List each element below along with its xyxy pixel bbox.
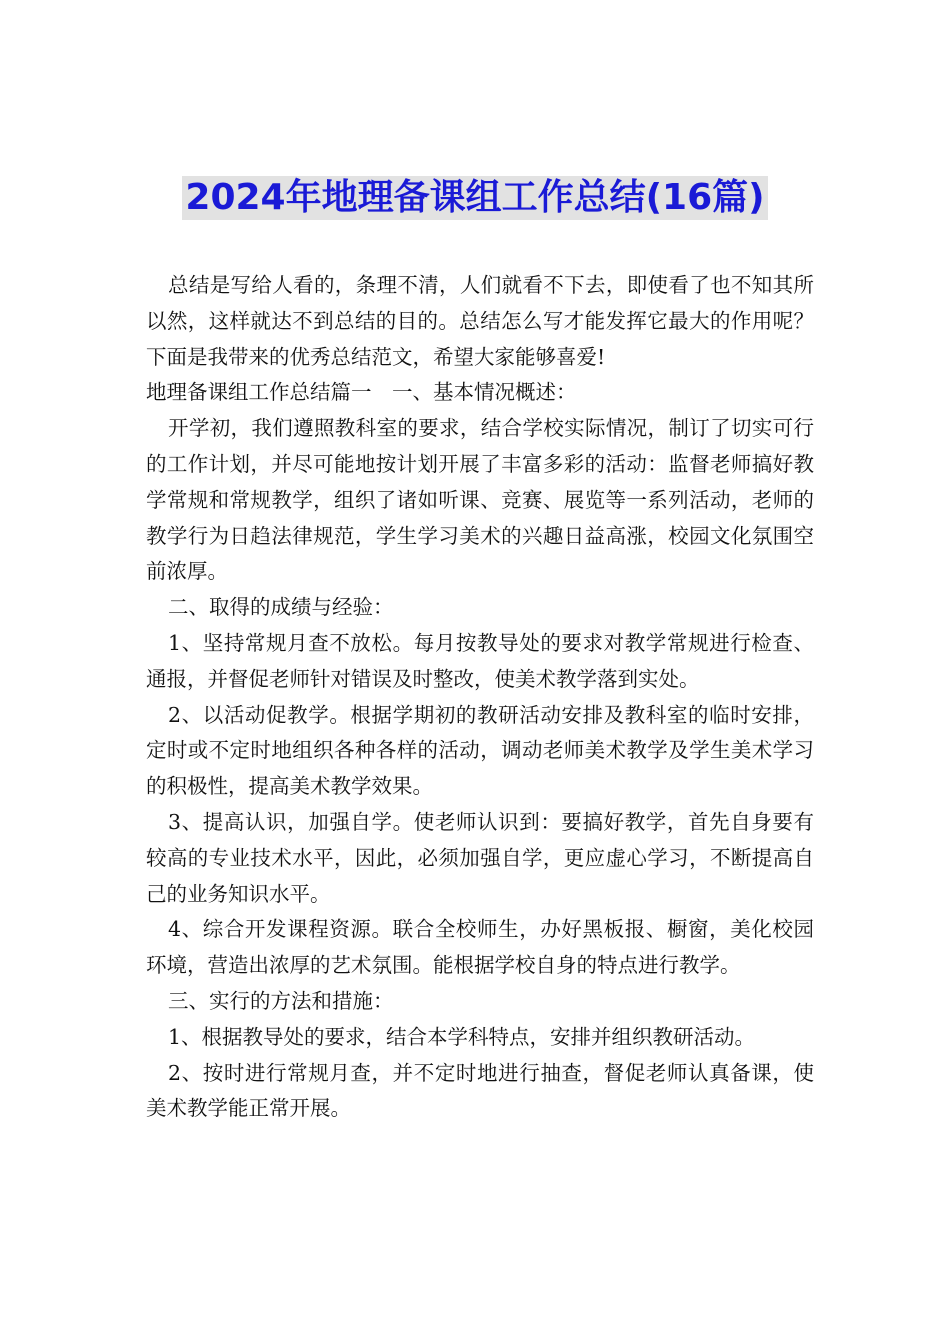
paragraph-method-1: 1、根据教导处的要求，结合本学科特点，安排并组织教研活动。 [168,1024,756,1049]
paragraph-intro: 总结是写给人看的，条理不清，人们就看不下去，即使看了也不知其所以然，这样就达不到总结的目的。总结怎么写才能发挥它最大的作用呢？下面是我带来的优秀总结范文，希望大家能够喜爱! [146,273,814,369]
paragraph-method-2: 2、按时进行常规月查，并不定时地进行抽查，督促老师认真备课，使美术教学能正常开展。 [146,1060,814,1121]
document-title: 2024年地理备课组工作总结(16篇) [182,176,767,220]
paragraph-item-1: 1、坚持常规月查不放松。每月按教导处的要求对教学常规进行检查、通报，并督促老师针对错误及时整改，使美术教学落到实处。 [146,630,814,691]
title-area [0,176,950,220]
paragraph-item-4: 4、综合开发课程资源。联合全校师生，办好黑板报、橱窗，美化校园环境，营造出浓厚的艺术氛围。能根据学校自身的特点进行教学。 [146,917,814,978]
paragraph-heading-methods: 三、实行的方法和措施： [168,988,394,1013]
paragraph-section-heading: 地理备课组工作总结篇一 一、基本情况概述： [146,380,577,405]
paragraph-item-3: 3、提高认识，加强自学。使老师认识到：要搞好教学，首先自身要有较高的专业技术水平，因此，必须加强自学，更应虚心学习，不断提高自己的业务知识水平。 [146,809,814,906]
paragraph-heading-achievements: 二、取得的成绩与经验： [168,595,394,620]
paragraph-item-2: 2、以活动促教学。根据学期初的教研活动安排及教科室的临时安排，定时或不定时地组织各种各样的活动，调动老师美术教学及学生美术学习的积极性，提高美术教学效果。 [146,702,814,799]
paragraph-overview: 开学初，我们遵照教科室的要求，结合学校实际情况，制订了切实可行的工作计划，并尽可能地按计划开展了丰富多彩的活动：监督老师搞好教学常规和常规教学，组织了诸如听课、竞赛、展览等一系列活动，老师的教学行为日趋法律规范，学生学习美术的兴趣日益高涨，校园文化氛围空前浓厚。 [146,416,814,584]
document-body [146,268,814,1127]
